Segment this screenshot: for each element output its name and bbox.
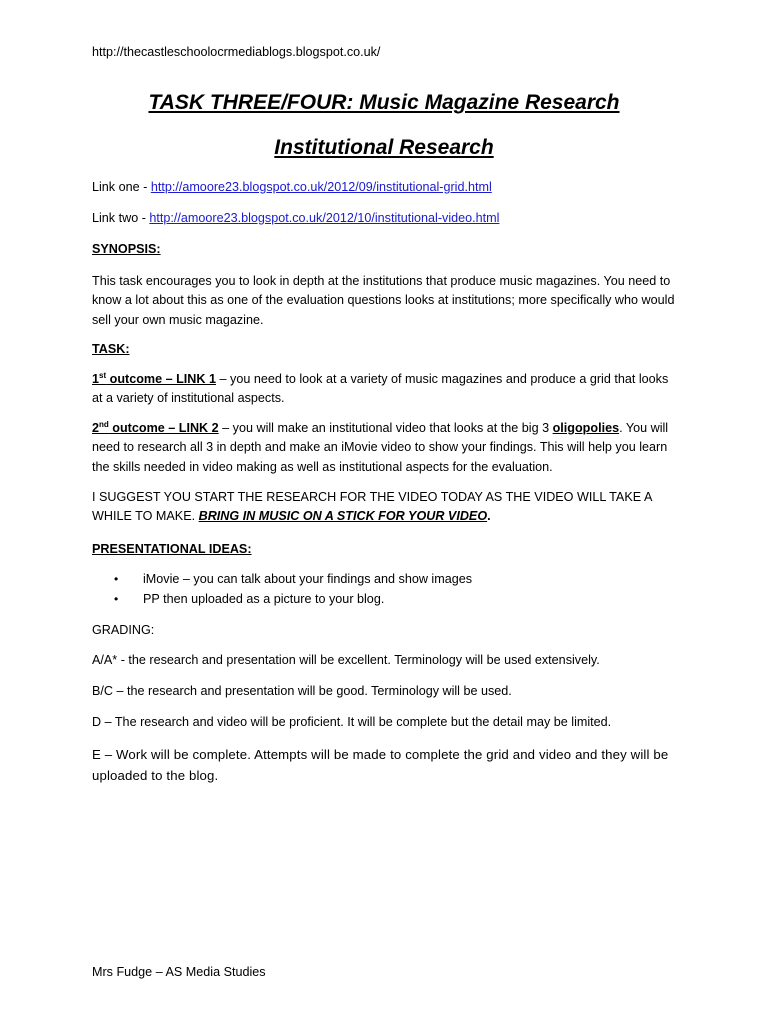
- outcome-1-paragraph: [92, 370, 682, 409]
- outcome-1-heading: 1st outcome – LINK 1: [92, 371, 217, 386]
- suggestion-paragraph: I SUGGEST YOU START THE RESEARCH FOR THE VIDEO TODAY AS THE VIDEO WILL TAKE A WHILE TO MAKE. BRING IN MUSIC ON A STICK FOR YOUR VIDEO.: [92, 490, 652, 524]
- suggestion-emphasis: BRING IN MUSIC ON A STICK FOR YOUR VIDEO: [198, 509, 488, 524]
- synopsis-text: This task encourages you to look in depth at the institutions that produce music magazines. You need to know a lot about this as one of the evaluation questions looks at institutions; more specifically who would sell your own music magazine.: [92, 274, 675, 327]
- link-two-row: [92, 211, 499, 226]
- oligopolies-emphasis: oligopolies: [552, 421, 620, 435]
- bullet-item-2: PP then uploaded as a picture to your blog.: [143, 592, 385, 606]
- header-url: http://thecastleschoolocrmediablogs.blogspot.co.uk/: [92, 45, 381, 59]
- presentational-heading: PRESENTATIONAL IDEAS:: [92, 542, 252, 556]
- grade-b: B/C – the research and presentation will be good. Terminology will be used.: [92, 684, 512, 698]
- outcome-2-paragraph: 2nd outcome – LINK 2 – you will make an institutional video that looks at the big 3 oligopolies. You will need to research all 3 in depth and make an iMovie video to show your findings. This will help you learn the skills needed in video making as well as institutional aspects for the evaluation.: [92, 420, 669, 474]
- page-subtitle: Institutional Research: [274, 136, 494, 159]
- outcome-2-heading: 2nd outcome – LINK 2: [92, 420, 219, 435]
- page-footer: Mrs Fudge – AS Media Studies: [92, 965, 266, 979]
- link-two[interactable]: http://amoore23.blogspot.co.uk/2012/10/institutional-video.html: [149, 211, 500, 225]
- bullet-item-1: iMovie – you can talk about your findings and show images: [143, 572, 473, 586]
- grading-heading: GRADING:: [92, 623, 155, 637]
- grade-e: E – Work will be complete. Attempts will be made to complete the grid and video and they will be uploaded to the blog.: [92, 747, 669, 783]
- task-heading: TASK:: [92, 342, 130, 356]
- grade-d: D – The research and video will be proficient. It will be complete but the detail may be limited.: [92, 715, 612, 729]
- page-title: TASK THREE/FOUR: Music Magazine Research: [148, 91, 620, 114]
- grade-a: A/A* - the research and presentation will be excellent. Terminology will be used extensively.: [92, 653, 600, 667]
- link-two-label: Link two -: [92, 211, 150, 225]
- synopsis-heading: SYNOPSIS:: [92, 242, 161, 256]
- link-one-label: Link one -: [92, 180, 151, 194]
- link-one[interactable]: http://amoore23.blogspot.co.uk/2012/09/institutional-grid.html: [150, 180, 492, 194]
- bullet-dot-1: •: [114, 572, 119, 586]
- link-one-row: [92, 180, 492, 195]
- outcome-1-text: – you need to look at a variety of music magazines and produce a grid that looks at a variety of institutional aspects.: [92, 372, 669, 406]
- bullet-dot-2: •: [114, 592, 119, 606]
